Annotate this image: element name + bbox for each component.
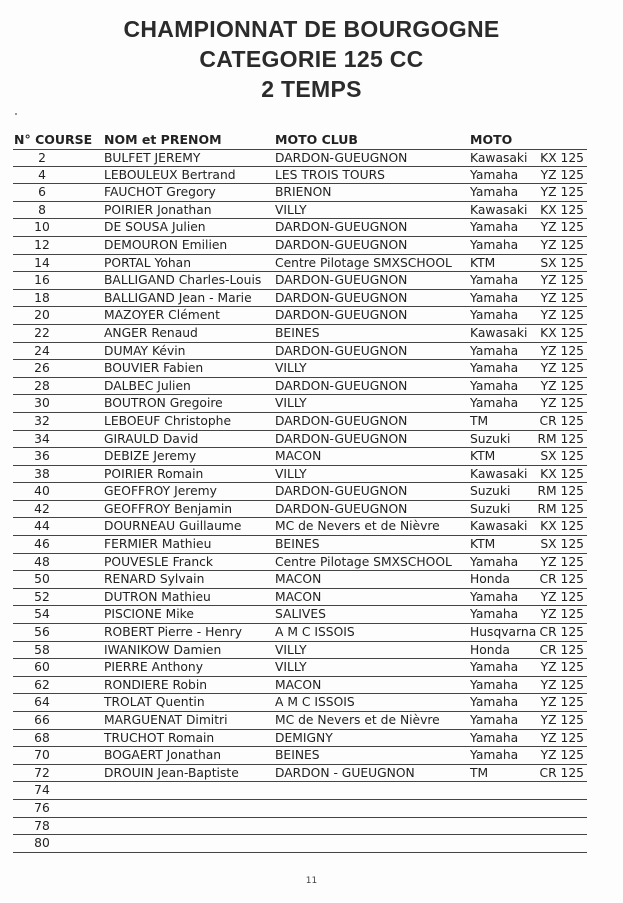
rider-name-cell: MARGUENAT Dimitri <box>104 713 228 727</box>
moto-club-cell: DARDON-GUEUGNON <box>275 343 408 358</box>
rider-name-cell: BALLIGAND Charles-Louis <box>104 273 262 288</box>
moto-model-cell: YZ 125 <box>540 607 584 622</box>
moto-brand-cell: KTM <box>470 537 496 552</box>
table-row <box>13 747 587 765</box>
table-header <box>0 132 623 150</box>
moto-brand-cell: Yamaha <box>470 748 519 763</box>
rider-name-cell: DALBEC Julien <box>104 378 191 393</box>
rider-name-cell: TROLAT Quentin <box>104 695 205 710</box>
course-number-cell: 16 <box>34 273 50 288</box>
moto-brand-cell: Yamaha <box>470 660 519 675</box>
moto-club-cell: MACON <box>275 677 322 692</box>
rider-name-cell: ANGER Renaud <box>104 325 198 340</box>
moto-brand-cell: Yamaha <box>470 343 519 358</box>
moto-brand-cell: Kawasaki <box>470 151 528 165</box>
course-number-cell: 38 <box>34 466 50 481</box>
table-row <box>13 149 587 167</box>
moto-model-cell: CR 125 <box>539 642 584 657</box>
rider-name-cell: POIRIER Romain <box>104 466 204 481</box>
moto-club-cell: MACON <box>275 572 322 587</box>
moto-brand-cell: KTM <box>470 255 496 270</box>
rider-name-cell: DUTRON Mathieu <box>104 589 211 604</box>
moto-club-cell: A M C ISSOIS <box>275 695 355 710</box>
entries-table <box>0 149 623 853</box>
moto-model-cell: RM 125 <box>537 484 584 499</box>
table-row <box>13 307 587 325</box>
table-row <box>13 589 587 607</box>
rider-name-cell: DE SOUSA Julien <box>104 220 206 235</box>
course-number-cell: 66 <box>34 713 50 727</box>
rider-name-cell: GIRAULD David <box>104 431 199 446</box>
course-number-cell: 34 <box>34 431 50 446</box>
moto-model-cell: YZ 125 <box>540 273 584 288</box>
moto-model-cell: CR 125 <box>539 625 584 640</box>
table-row <box>13 343 587 361</box>
moto-model-cell: YZ 125 <box>540 220 584 235</box>
table-row <box>13 694 587 712</box>
table-row <box>13 642 587 660</box>
moto-brand-cell: Honda <box>470 572 510 587</box>
course-number-cell: 24 <box>34 343 50 358</box>
moto-brand-cell: Yamaha <box>470 273 519 288</box>
title-line-2: CATEGORIE 125 CC <box>199 46 424 72</box>
rider-name-cell: RONDIERE Robin <box>104 677 208 692</box>
table-row <box>13 518 587 536</box>
course-number-cell: 74 <box>34 783 50 798</box>
moto-club-cell: DARDON-GUEUGNON <box>275 378 408 393</box>
moto-model-cell: YZ 125 <box>540 308 584 323</box>
title-line-3: 2 TEMPS <box>261 76 362 102</box>
moto-club-cell: Centre Pilotage SMXSCHOOL <box>275 255 452 270</box>
moto-club-cell: DARDON-GUEUGNON <box>275 237 408 252</box>
moto-model-cell: KX 125 <box>540 325 584 340</box>
rider-name-cell: DEMOURON Emilien <box>104 237 228 252</box>
rider-name-cell: LEBOEUF Christophe <box>104 413 232 428</box>
moto-club-cell: VILLY <box>275 396 307 411</box>
moto-model-cell: RM 125 <box>537 431 584 446</box>
rider-name-cell: PORTAL Yohan <box>104 255 191 270</box>
moto-brand-cell: Yamaha <box>470 185 519 200</box>
moto-club-cell: DARDON-GUEUGNON <box>275 431 408 446</box>
moto-brand-cell: Yamaha <box>470 554 519 569</box>
moto-model-cell: RM 125 <box>537 501 584 516</box>
moto-model-cell: YZ 125 <box>540 713 584 727</box>
moto-brand-cell: Kawasaki <box>470 519 528 534</box>
course-number-cell: 40 <box>34 484 50 499</box>
title-line-1: CHAMPIONNAT DE BOURGOGNE <box>123 16 500 42</box>
rider-name-cell: FERMIER Mathieu <box>104 537 212 552</box>
rider-name-cell: GEOFFROY Jeremy <box>104 484 217 499</box>
moto-brand-cell: Yamaha <box>470 713 519 727</box>
table-row <box>13 677 587 695</box>
moto-model-cell: CR 125 <box>539 413 584 428</box>
moto-model-cell: CR 125 <box>539 572 584 587</box>
course-number-cell: 80 <box>34 836 50 851</box>
rider-name-cell: BOGAERT Jonathan <box>104 748 222 763</box>
moto-club-cell: SALIVES <box>275 607 326 622</box>
moto-club-cell: DARDON-GUEUGNON <box>275 273 408 288</box>
moto-brand-cell: Husqvarna <box>470 625 537 640</box>
rider-name-cell: BALLIGAND Jean - Marie <box>104 290 252 305</box>
moto-model-cell: YZ 125 <box>540 554 584 569</box>
rider-name-cell: IWANIKOW Damien <box>104 642 222 657</box>
moto-model-cell: YZ 125 <box>540 361 584 376</box>
moto-club-cell: DARDON-GUEUGNON <box>275 308 408 323</box>
moto-model-cell: KX 125 <box>540 151 584 165</box>
table-row <box>13 395 587 413</box>
rider-name-cell: BOUVIER Fabien <box>104 361 204 376</box>
course-number-cell: 42 <box>34 501 50 516</box>
moto-club-cell: MACON <box>275 589 322 604</box>
table-row <box>13 483 587 501</box>
moto-club-cell: DARDON - GUEUGNON <box>275 765 415 780</box>
table-row <box>13 290 587 308</box>
moto-brand-cell: Yamaha <box>470 220 519 235</box>
rider-name-cell: BULFET JEREMY <box>104 151 201 165</box>
moto-model-cell: YZ 125 <box>540 589 584 604</box>
moto-brand-cell: Suzuki <box>470 501 511 516</box>
rider-name-cell: RENARD Sylvain <box>104 572 205 587</box>
course-number-cell: 6 <box>38 185 46 200</box>
course-number-cell: 68 <box>34 730 50 745</box>
moto-brand-cell: Yamaha <box>470 730 519 745</box>
moto-club-cell: VILLY <box>275 660 307 675</box>
course-number-cell: 18 <box>34 290 50 305</box>
moto-model-cell: YZ 125 <box>540 660 584 675</box>
moto-brand-cell: Kawasaki <box>470 325 528 340</box>
header-club: MOTO CLUB <box>275 132 358 147</box>
course-number-cell: 62 <box>34 677 50 692</box>
moto-club-cell: VILLY <box>275 202 307 217</box>
moto-model-cell: SX 125 <box>540 255 584 270</box>
course-number-cell: 46 <box>34 537 50 552</box>
rider-name-cell: PISCIONE Mike <box>104 607 194 622</box>
table-row <box>13 659 587 677</box>
moto-club-cell: DARDON-GUEUGNON <box>275 220 408 235</box>
table-row <box>13 536 587 554</box>
table-row <box>13 360 587 378</box>
table-row <box>13 800 587 818</box>
table-row <box>13 554 587 572</box>
rider-name-cell: PIERRE Anthony <box>104 660 203 675</box>
table-row <box>13 255 587 273</box>
moto-brand-cell: Yamaha <box>470 167 519 182</box>
course-number-cell: 30 <box>34 396 50 411</box>
moto-model-cell: YZ 125 <box>540 185 584 200</box>
moto-model-cell: YZ 125 <box>540 167 584 182</box>
table-row <box>13 466 587 484</box>
moto-brand-cell: Yamaha <box>470 378 519 393</box>
course-number-cell: 10 <box>34 220 50 235</box>
moto-brand-cell: Yamaha <box>470 607 519 622</box>
moto-club-cell: DEMIGNY <box>275 730 333 745</box>
table-row <box>13 431 587 449</box>
moto-model-cell: KX 125 <box>540 519 584 534</box>
course-number-cell: 2 <box>38 151 46 165</box>
table-row <box>13 219 587 237</box>
moto-brand-cell: Yamaha <box>470 308 519 323</box>
table-row <box>13 378 587 396</box>
table-row <box>13 712 587 730</box>
moto-model-cell: YZ 125 <box>540 378 584 393</box>
moto-brand-cell: Yamaha <box>470 396 519 411</box>
header-name: NOM et PRENOM <box>104 132 222 147</box>
moto-model-cell: YZ 125 <box>540 748 584 763</box>
moto-club-cell: DARDON-GUEUGNON <box>275 501 408 516</box>
table-row <box>13 606 587 624</box>
course-number-cell: 58 <box>34 642 50 657</box>
course-number-cell: 26 <box>34 361 50 376</box>
table-row <box>13 167 587 185</box>
table-row <box>13 272 587 290</box>
table-row <box>13 202 587 220</box>
table-row <box>13 571 587 589</box>
course-number-cell: 44 <box>34 519 50 534</box>
moto-model-cell: SX 125 <box>540 537 584 552</box>
table-row <box>13 765 587 783</box>
moto-club-cell: DARDON-GUEUGNON <box>275 290 408 305</box>
course-number-cell: 8 <box>38 202 46 217</box>
rider-name-cell: POIRIER Jonathan <box>104 202 212 217</box>
course-number-cell: 78 <box>34 818 50 833</box>
moto-brand-cell: TM <box>470 765 489 780</box>
course-number-cell: 12 <box>34 237 50 252</box>
moto-club-cell: BRIENON <box>275 185 332 200</box>
moto-model-cell: YZ 125 <box>540 695 584 710</box>
moto-model-cell: YZ 125 <box>540 396 584 411</box>
rider-name-cell: FAUCHOT Gregory <box>104 185 216 200</box>
moto-model-cell: YZ 125 <box>540 730 584 745</box>
rider-name-cell: LEBOULEUX Bertrand <box>104 167 236 182</box>
table-row <box>13 782 587 800</box>
moto-brand-cell: Yamaha <box>470 237 519 252</box>
moto-model-cell: YZ 125 <box>540 237 584 252</box>
moto-brand-cell: Suzuki <box>470 431 511 446</box>
moto-club-cell: Centre Pilotage SMXSCHOOL <box>275 554 452 569</box>
moto-club-cell: VILLY <box>275 642 307 657</box>
rider-name-cell: DOURNEAU Guillaume <box>104 519 242 534</box>
moto-model-cell: CR 125 <box>539 765 584 780</box>
rider-name-cell: DROUIN Jean-Baptiste <box>104 765 239 780</box>
moto-club-cell: VILLY <box>275 466 307 481</box>
course-number-cell: 52 <box>34 589 50 604</box>
moto-model-cell: YZ 125 <box>540 677 584 692</box>
moto-club-cell: LES TROIS TOURS <box>275 167 385 182</box>
moto-club-cell: VILLY <box>275 361 307 376</box>
rider-name-cell: BOUTRON Gregoire <box>104 396 223 411</box>
table-row <box>13 818 587 836</box>
moto-club-cell: BEINES <box>275 537 320 552</box>
moto-club-cell: MACON <box>275 449 322 464</box>
course-number-cell: 54 <box>34 607 50 622</box>
moto-brand-cell: TM <box>470 413 489 428</box>
moto-brand-cell: Kawasaki <box>470 202 528 217</box>
moto-brand-cell: KTM <box>470 449 496 464</box>
moto-brand-cell: Honda <box>470 642 510 657</box>
moto-brand-cell: Kawasaki <box>470 466 528 481</box>
course-number-cell: 14 <box>34 255 50 270</box>
table-row <box>13 413 587 431</box>
moto-club-cell: DARDON-GUEUGNON <box>275 484 408 499</box>
table-row <box>13 730 587 748</box>
table-row <box>13 237 587 255</box>
table-row <box>13 835 587 853</box>
course-number-cell: 28 <box>34 378 50 393</box>
course-number-cell: 50 <box>34 572 50 587</box>
moto-model-cell: KX 125 <box>540 466 584 481</box>
course-number-cell: 76 <box>34 800 50 815</box>
course-number-cell: 20 <box>34 308 50 323</box>
table-row <box>13 325 587 343</box>
rider-name-cell: DEBIZE Jeremy <box>104 449 197 464</box>
moto-model-cell: YZ 125 <box>540 343 584 358</box>
moto-model-cell: KX 125 <box>540 202 584 217</box>
moto-club-cell: BEINES <box>275 325 320 340</box>
table-row <box>13 448 587 466</box>
moto-club-cell: A M C ISSOIS <box>275 625 355 640</box>
course-number-cell: 60 <box>34 660 50 675</box>
course-number-cell: 4 <box>38 167 46 182</box>
moto-brand-cell: Yamaha <box>470 695 519 710</box>
moto-club-cell: MC de Nevers et de Nièvre <box>275 519 440 534</box>
header-course: N° COURSE <box>14 132 93 147</box>
course-number-cell: 22 <box>34 325 50 340</box>
moto-club-cell: DARDON-GUEUGNON <box>275 413 408 428</box>
table-row <box>13 501 587 519</box>
moto-club-cell: MC de Nevers et de Nièvre <box>275 713 440 727</box>
course-number-cell: 48 <box>34 554 50 569</box>
rider-name-cell: GEOFFROY Benjamin <box>104 501 233 516</box>
moto-model-cell: SX 125 <box>540 449 584 464</box>
speck <box>15 113 17 115</box>
header-moto: MOTO <box>470 132 513 147</box>
rider-name-cell: DUMAY Kévin <box>104 343 186 358</box>
course-number-cell: 70 <box>34 748 50 763</box>
moto-club-cell: BEINES <box>275 748 320 763</box>
moto-model-cell: YZ 125 <box>540 290 584 305</box>
rider-name-cell: POUVESLE Franck <box>104 554 214 569</box>
moto-club-cell: DARDON-GUEUGNON <box>275 151 408 165</box>
moto-brand-cell: Yamaha <box>470 361 519 376</box>
course-number-cell: 56 <box>34 625 50 640</box>
table-row <box>13 624 587 642</box>
page-title <box>0 14 623 104</box>
rider-name-cell: MAZOYER Clément <box>104 308 220 323</box>
moto-brand-cell: Yamaha <box>470 589 519 604</box>
moto-brand-cell: Yamaha <box>470 677 519 692</box>
moto-brand-cell: Suzuki <box>470 484 511 499</box>
page-number: 11 <box>305 876 318 886</box>
course-number-cell: 36 <box>34 449 50 464</box>
rider-name-cell: ROBERT Pierre - Henry <box>104 625 243 640</box>
course-number-cell: 64 <box>34 695 50 710</box>
course-number-cell: 72 <box>34 765 50 780</box>
moto-brand-cell: Yamaha <box>470 290 519 305</box>
rider-name-cell: TRUCHOT Romain <box>104 730 215 745</box>
table-row <box>13 184 587 202</box>
course-number-cell: 32 <box>34 413 50 428</box>
